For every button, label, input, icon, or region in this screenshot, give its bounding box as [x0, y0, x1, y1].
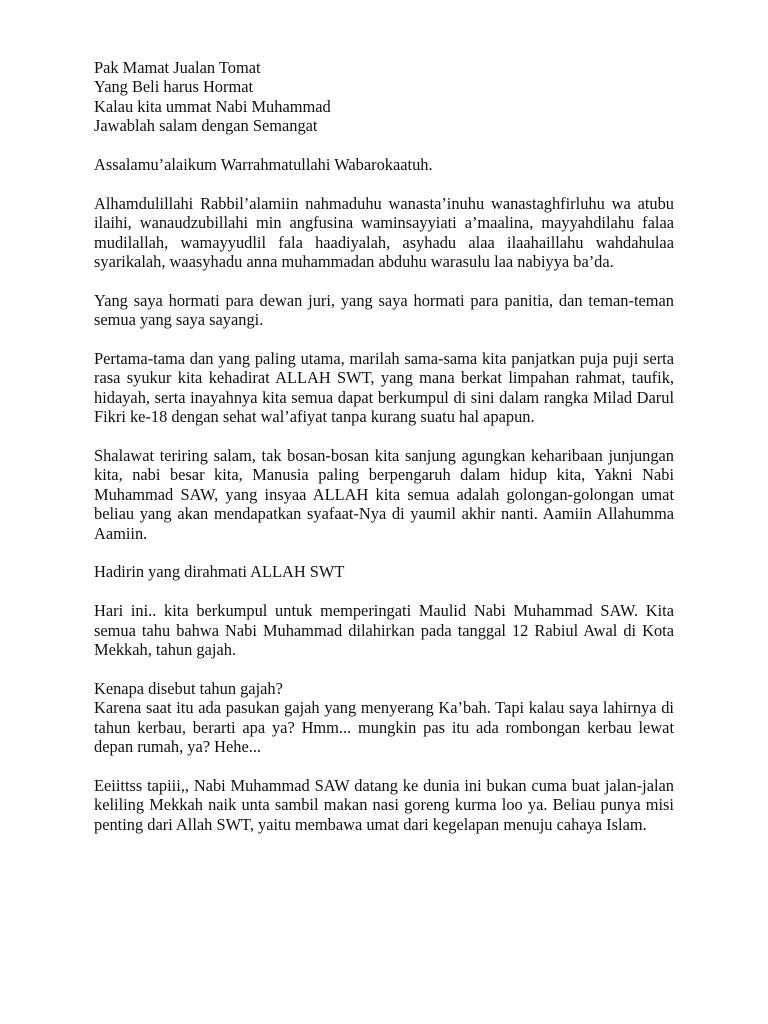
hormat-paragraph: Yang saya hormati para dewan juri, yang saya hormati para panitia, dan teman-teman semua yang saya sayangi.: [94, 290, 674, 330]
tahun-gajah-block: [94, 679, 674, 757]
pantun-line-1: Pak Mamat Jualan Tomat: [94, 58, 261, 77]
pantun-block: [94, 58, 674, 136]
tahun-gajah-question: Kenapa disebut tahun gajah?: [94, 678, 283, 698]
hadirin-paragraph: Hadirin yang dirahmati ALLAH SWT: [94, 562, 345, 582]
pantun-line-3: Kalau kita ummat Nabi Muhammad: [94, 96, 331, 116]
syukur-paragraph: Pertama-tama dan yang paling utama, marilah sama-sama kita panjatkan puja puji serta rasa syukur kita kehadirat ALLAH SWT, yang mana berkat limpahan rahmat, taufik, hidayah, serta inayahnya kita semua dapat berkumpul di sini dalam rangka Milad Darul Fikri ke-18 dengan sehat wal’afiyat tanpa kurang suatu hal apapun.: [94, 349, 674, 427]
pantun-line-4: Jawablah salam dengan Semangat: [94, 116, 318, 136]
misi-paragraph: Eeiittss tapiii,, Nabi Muhammad SAW datang ke dunia ini bukan cuma buat jalan-jalan keliling Mekkah naik unta sambil makan nasi goreng kurma loo ya. Beliau punya misi penting dari Allah SWT, yaitu membawa umat dari kegelapan menuju cahaya Islam.: [94, 775, 674, 834]
shalawat-paragraph: Shalawat teriring salam, tak bosan-bosan kita sanjung agungkan keharibaan junjungan kita, nabi besar kita, Manusia paling berpengaruh dalam hidup kita, Yakni Nabi Muhammad SAW, yang insyaa ALLAH kita semua adalah golongan-golongan umat beliau yang akan mendapatkan syafaat-Nya di yaumil akhir nanti. Aamiin Allahumma Aamiin.: [94, 446, 674, 543]
salam-paragraph: Assalamu’alaikum Warrahmatullahi Wabarokaatuh.: [94, 155, 433, 175]
document-page: [94, 58, 674, 854]
pantun-line-2: Yang Beli harus Hormat: [94, 77, 254, 97]
tahun-gajah-answer: Karena saat itu ada pasukan gajah yang menyerang Ka’bah. Tapi kalau saya lahirnya di tahun kerbau, berarti apa ya? Hmm... mungkin pas itu ada rombongan kerbau lewat depan rumah, ya? Hehe...: [94, 698, 674, 757]
hamdalah-paragraph: Alhamdulillahi Rabbil’alamiin nahmaduhu wanasta’inuhu wanastaghfirluhu wa atubu ilaihi, wanaudzubillahi min angfusina waminsayyiati a’maalina, mayyahdilahu falaa mudilallah, wamayyudlil fala haadiyalah, asyhadu alaa ilaahaillahu wahdahulaa syarikalah, waasyhadu anna muhammadan abduhu warasulu laa nabiyya ba’da.: [94, 193, 674, 272]
hari-ini-paragraph: Hari ini.. kita berkumpul untuk memperingati Maulid Nabi Muhammad SAW. Kita semua tahu bahwa Nabi Muhammad dilahirkan pada tanggal 12 Rabiul Awal di Kota Mekkah, tahun gajah.: [94, 601, 674, 660]
